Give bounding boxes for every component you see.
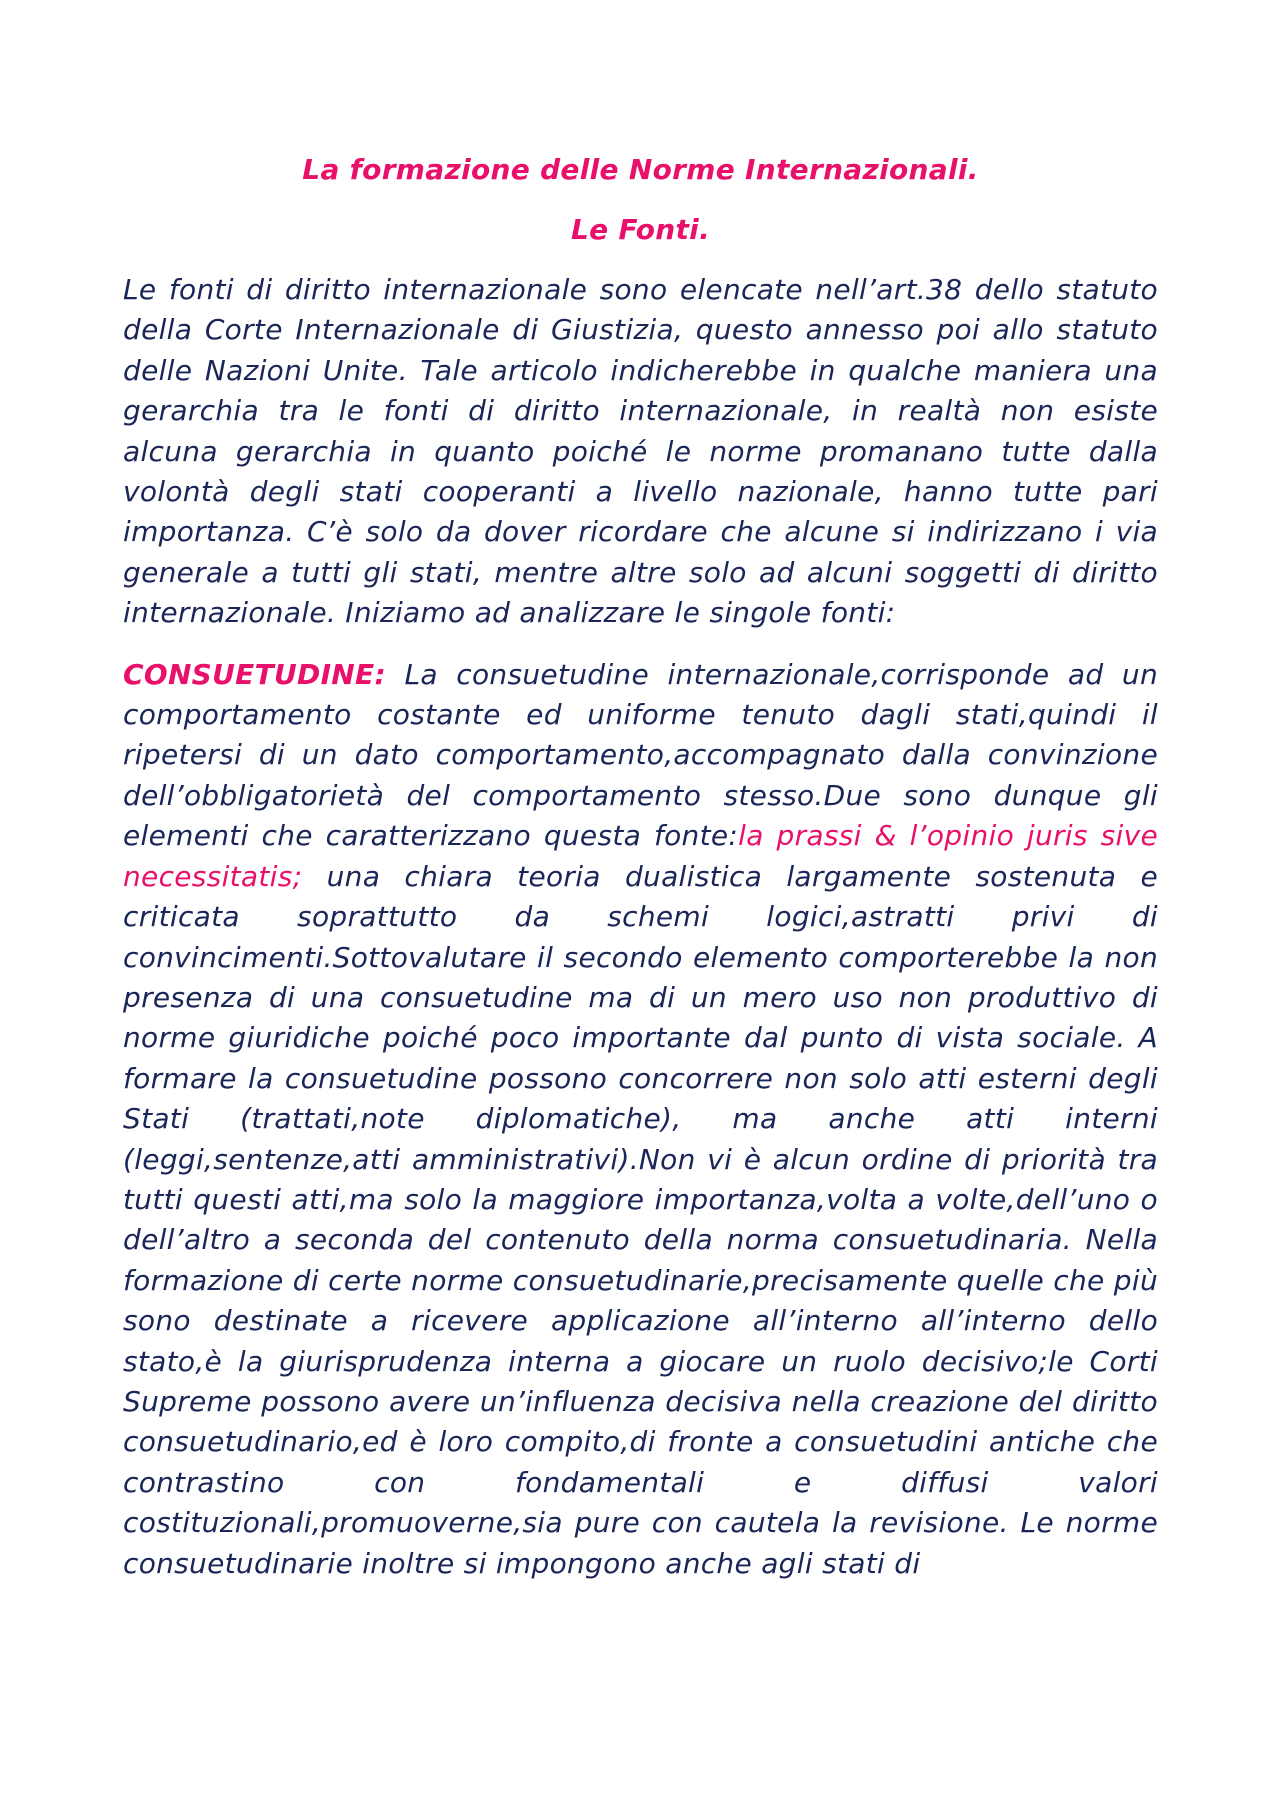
consuetudine-text-before: La consuetudine internazionale,corrisponde ad un comportamento costante ed uniforme tenuto dagli stati,quindi il ripetersi di un dato comportamento,accompagnato dalla convinzione dell’obbligatorietà del comportamento stesso.Due sono dunque gli elementi che caratterizzano questa fonte: <box>123 657 1158 853</box>
consuetudine-paragraph <box>123 655 1158 1584</box>
document-subtitle: Le Fonti. <box>570 213 711 246</box>
consuetudine-highlight: la prassi & l’opinio juris sive necessitatis; <box>123 819 1158 893</box>
consuetudine-term: CONSUETUDINE: <box>123 657 386 691</box>
document-title: La formazione delle Norme Internazionali. <box>302 153 979 186</box>
consuetudine-text-after: una chiara teoria dualistica largamente sostenuta e criticata soprattutto da schemi logici,astratti privi di convincimenti.Sottovalutare il secondo elemento comporterebbe la non presenza di una consuetudine ma di un mero uso non produttivo di norme giuridiche poiché poco importante dal punto di vista sociale. A formare la consuetudine possono concorrere non solo atti esterni degli Stati (trattati,note diplomatiche), ma anche atti interni (leggi,sentenze,atti amministrativi).Non vi è alcun ordine di priorità tra tutti questi atti,ma solo la maggiore importanza,volta a volte,dell’uno o dell’altro a seconda del contenuto della norma consuetudinaria. Nella formazione di certe norme consuetudinarie,precisamente quelle che più sono destinate a ricevere applicazione all’interno all’interno dello stato,è la giurisprudenza interna a giocare un ruolo decisivo;le Corti Supreme possono avere un’influenza decisiva nella creazione del diritto consuetudinario,ed è loro compito,di fronte a consuetudini antiche che contrastino con fondamentali e diffusi valori costituzionali,promuoverne,sia pure con cautela la revisione. Le norme consuetudinarie inoltre si impongono anche agli stati di <box>123 859 1158 1580</box>
document-page <box>123 150 1158 1584</box>
intro-paragraph: Le fonti di diritto internazionale sono elencate nell’art.38 dello statuto della Corte Internazionale di Giustizia, questo annesso poi allo statuto delle Nazioni Unite. Tale articolo indicherebbe in qualche maniera una gerarchia tra le fonti di diritto internazionale, in realtà non esiste alcuna gerarchia in quanto poiché le norme promanano tutte dalla volontà degli stati cooperanti a livello nazionale, hanno tutte pari importanza. C’è solo da dover ricordare che alcune si indirizzano i via generale a tutti gli stati, mentre altre solo ad alcuni soggetti di diritto internazionale. Iniziamo ad analizzare le singole fonti: <box>123 273 1158 630</box>
